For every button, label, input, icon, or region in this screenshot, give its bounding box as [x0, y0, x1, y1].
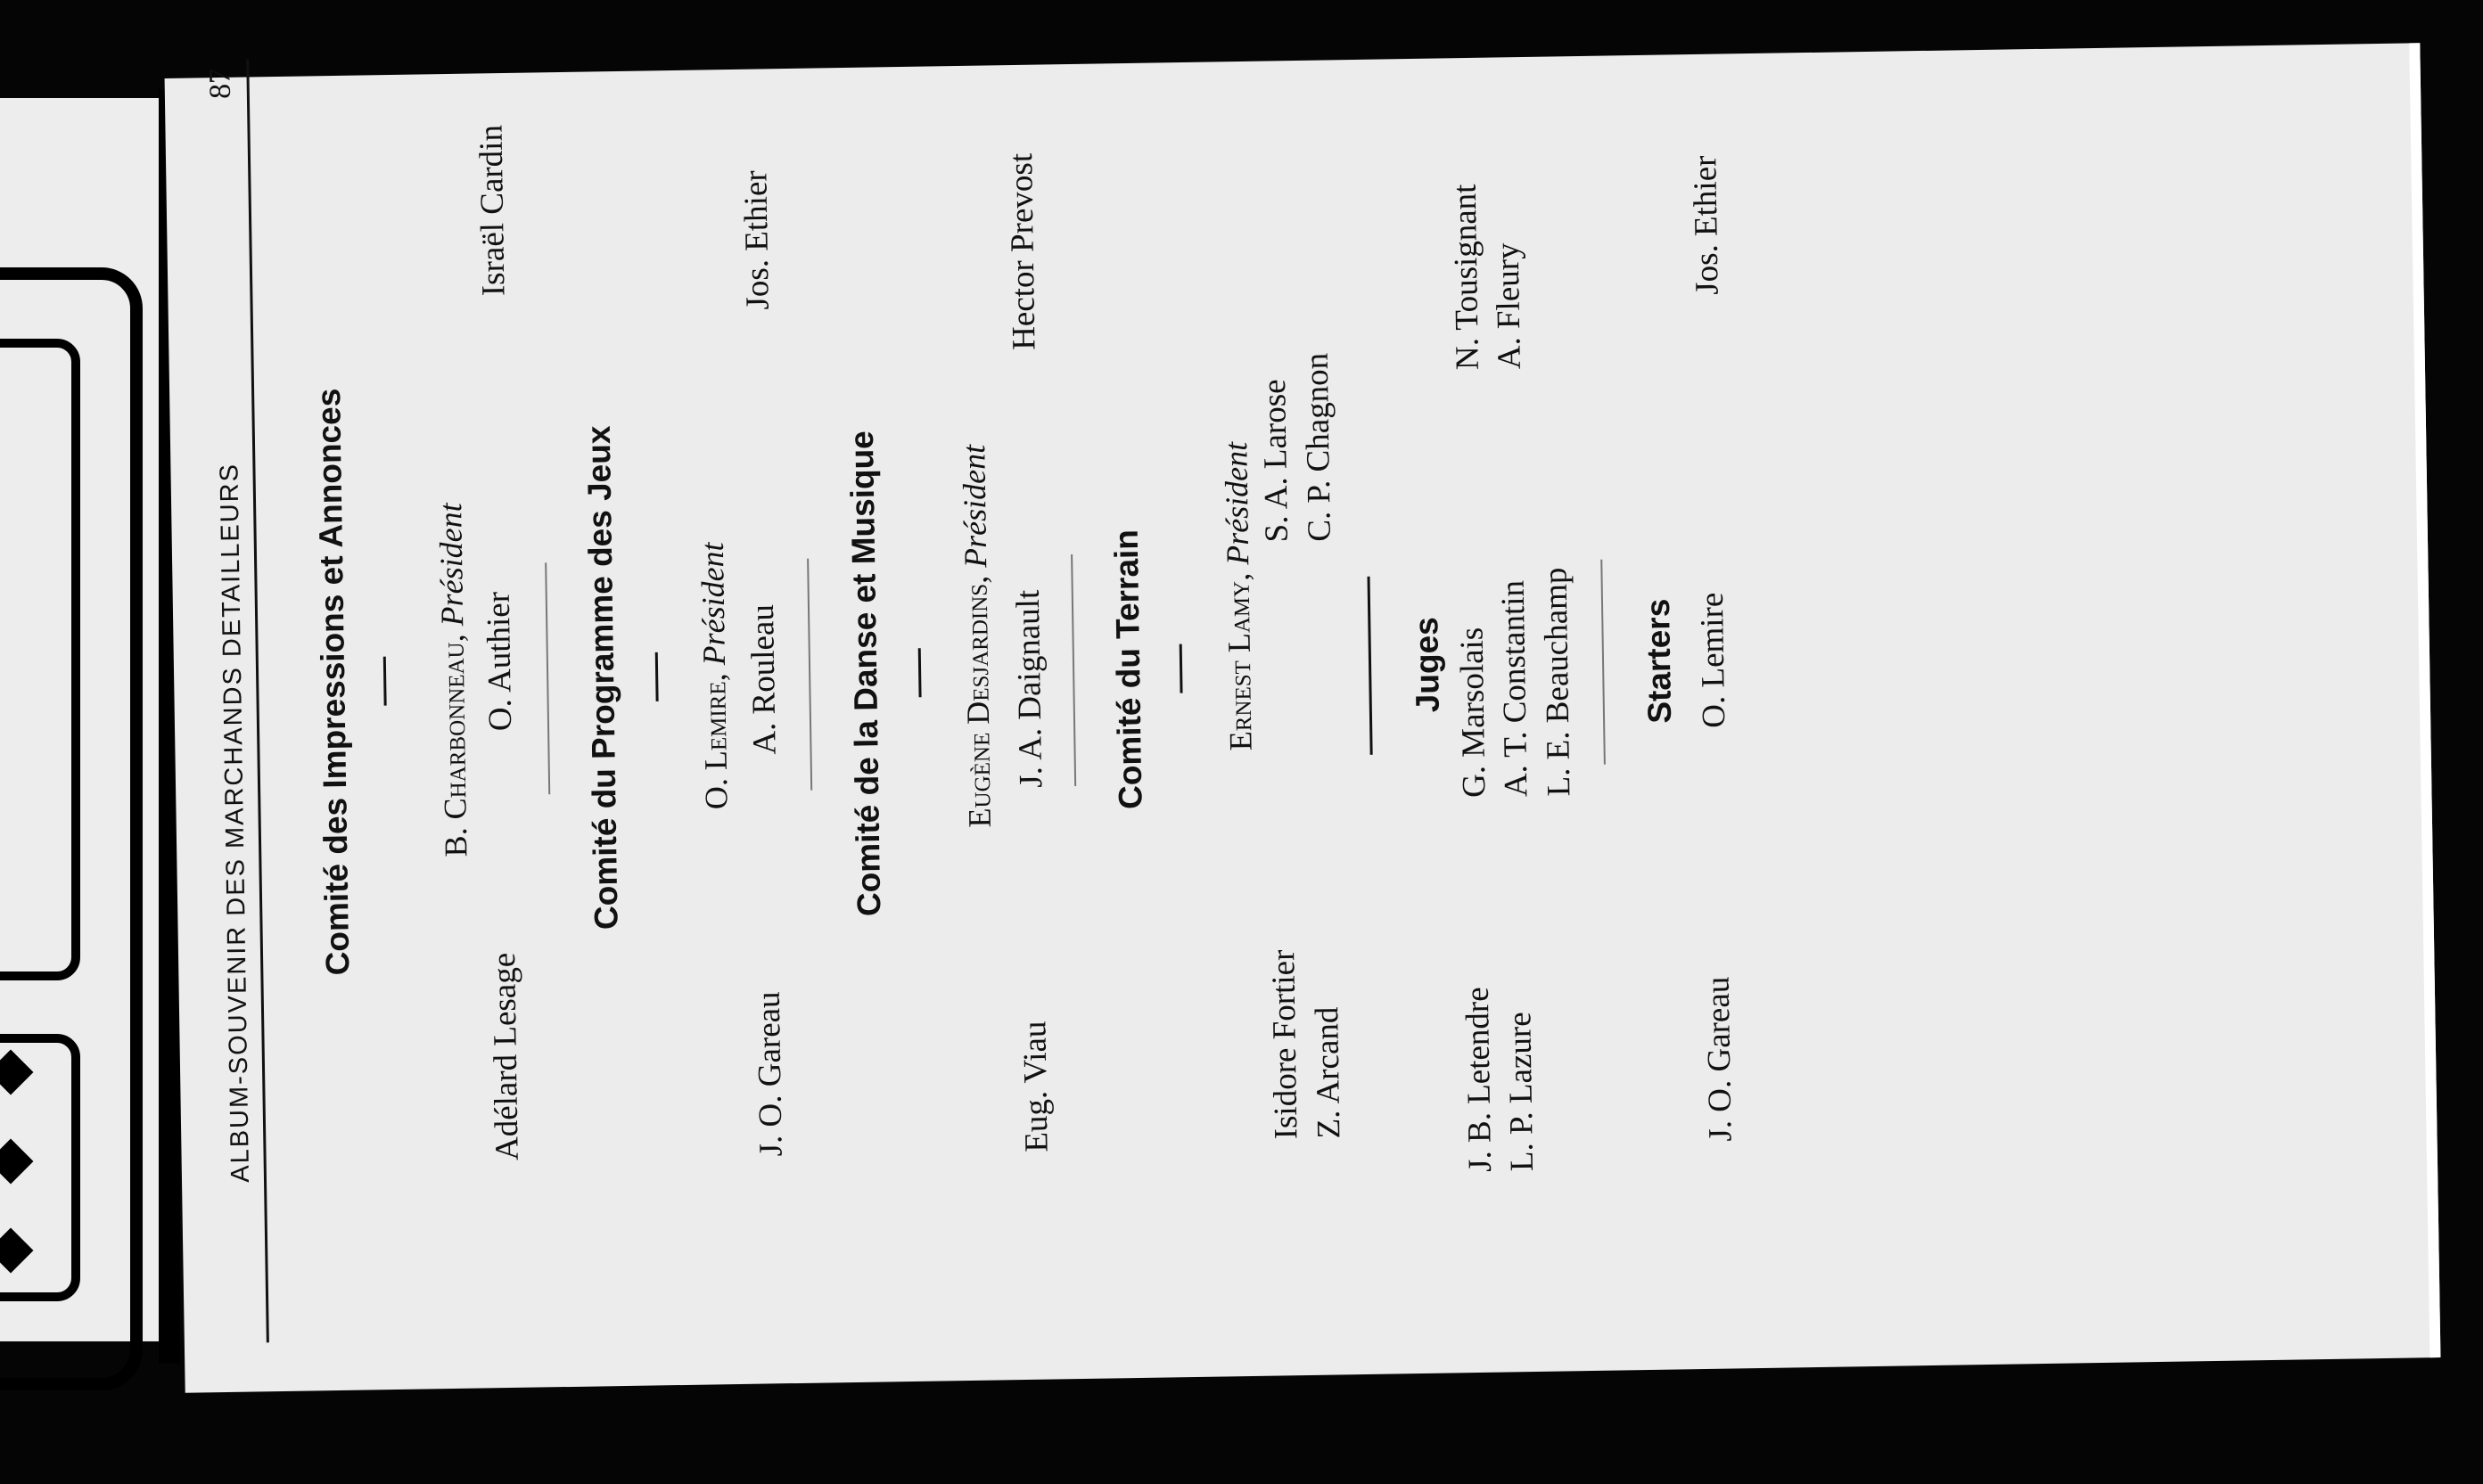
member: O. Lemire — [1693, 592, 1733, 729]
member: A. Fleury — [1489, 242, 1528, 370]
member: N. Tousignant — [1446, 184, 1486, 371]
member: Z. Arcand — [1309, 1006, 1348, 1139]
president-terrain: Ernest Lamy, Président — [1218, 441, 1259, 751]
member: A. Rouleau — [744, 603, 784, 756]
president-danse: Eugène Desjardins, Président — [956, 444, 998, 828]
page-edge — [2409, 43, 2440, 1357]
page-number: 87 — [203, 68, 237, 100]
member: L. E. Beauchamp — [1537, 567, 1578, 797]
section-divider — [807, 559, 812, 791]
member: A. T. Constantin — [1494, 579, 1535, 798]
member: Adélard Lesage — [486, 952, 526, 1161]
member: G. Marsolais — [1453, 627, 1493, 799]
heading-juges: Juges — [1408, 617, 1446, 713]
document-page — [165, 43, 2441, 1393]
member: O. Authier — [480, 591, 520, 732]
member: S. A. Larose — [1256, 379, 1295, 543]
short-rule — [918, 648, 922, 697]
short-rule — [655, 652, 659, 701]
heading-programme: Comité du Programme des Jeux — [580, 425, 625, 931]
member: Eug. Viau — [1016, 1021, 1056, 1153]
heading-terrain: Comité du Terrain — [1107, 529, 1149, 810]
member: J. A. Daignault — [1009, 589, 1050, 789]
running-header — [200, 59, 269, 1343]
president-programme: O. Lemire, Président — [694, 542, 735, 810]
decorative-frame-inner — [0, 339, 80, 980]
member: J. B. Letendre — [1459, 987, 1500, 1173]
section-divider — [1600, 560, 1606, 765]
section-divider — [545, 562, 550, 794]
member: J. O. Gareau — [1699, 976, 1739, 1143]
member: Hector Prevost — [1003, 152, 1043, 351]
member: C. P. Chagnon — [1298, 352, 1338, 542]
section-divider — [1368, 577, 1373, 755]
short-rule — [1180, 644, 1183, 693]
member: L. P. Lazure — [1501, 1012, 1542, 1172]
section-divider — [1071, 554, 1076, 786]
page-content — [200, 26, 2404, 1343]
header-title: ALBUM-SOUVENIR DES MARCHANDS DETAILLEURS — [215, 462, 256, 1184]
member: Isidore Fortier — [1265, 949, 1305, 1140]
heading-impressions: Comité des Impressions et Annonces — [310, 388, 357, 976]
short-rule — [383, 657, 387, 706]
president-impressions: B. Charbonneau, Président — [432, 503, 474, 857]
adjacent-page — [0, 98, 168, 1341]
heading-starters: Starters — [1639, 598, 1679, 724]
member: Israël Cardin — [473, 124, 513, 297]
member: J. O. Gareau — [750, 991, 790, 1157]
member: Jos. Ethier — [1687, 155, 1726, 296]
heading-danse: Comité de la Danse et Musique — [843, 430, 888, 917]
member: Jos. Ethier — [737, 170, 777, 310]
